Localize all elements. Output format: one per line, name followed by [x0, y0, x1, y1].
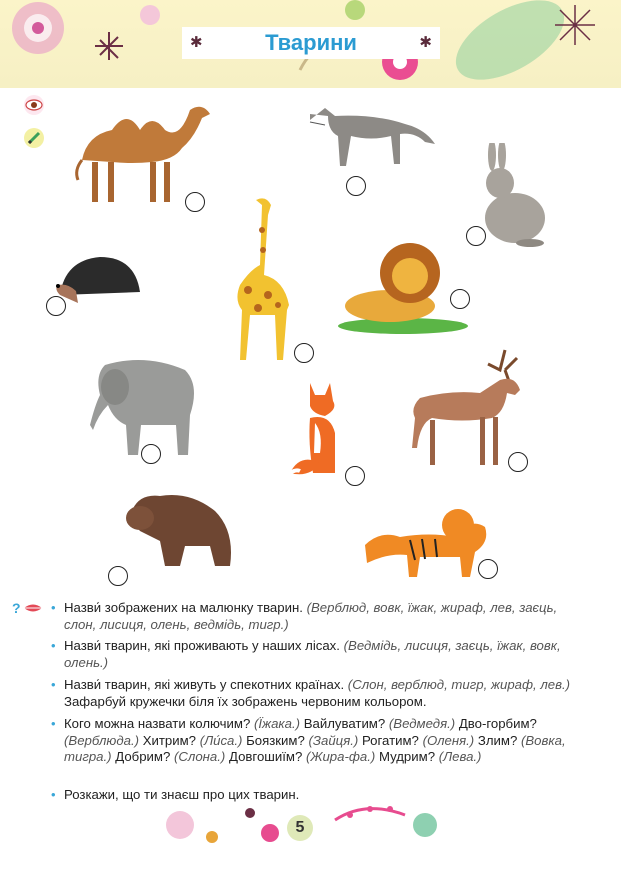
bullet-marker: • — [51, 638, 56, 653]
exercise-task: Розкажи, що ти знаєш про цих тварин. — [64, 787, 300, 802]
bear-image — [110, 488, 240, 583]
exercise-3 — [51, 677, 579, 710]
q4-answer: (Жира-фа.) — [305, 749, 376, 765]
q4-question: Боязким? — [246, 732, 305, 748]
page-title: Тварини — [265, 30, 357, 55]
exercise-task: Назви́ зображених на малюнку тварин. — [64, 600, 303, 615]
q4-answer: (Ведмедя.) — [388, 716, 456, 731]
giraffe-circle[interactable] — [294, 343, 314, 363]
page-number: 5 — [287, 815, 313, 841]
eye-icon — [24, 95, 44, 115]
exercise-hint: (Слон, верблюд, тигр, жираф, лев.) — [347, 677, 571, 692]
q4-answer: (Лева.) — [438, 749, 482, 765]
q4-answer: (Оленя.) — [422, 732, 475, 748]
deer-circle[interactable] — [508, 452, 528, 472]
q4-answer: (Вовка, тигра.) — [64, 732, 566, 765]
title-banner — [182, 27, 440, 59]
elephant-image — [65, 355, 200, 455]
star-icon: ✱ — [419, 34, 432, 51]
q4-answer: (Верблюда.) — [64, 732, 140, 748]
q4-question: Довгошиїм? — [229, 749, 303, 765]
exercise-task: Назви́ тварин, які живуть у спекотних країнах. — [64, 677, 345, 692]
lion-circle[interactable] — [450, 289, 470, 309]
exercise-task: Назви́ тварин, які проживають у наших лісах. — [64, 638, 340, 653]
q4-answer: (Зайця.) — [308, 732, 359, 748]
wolf-image — [300, 100, 440, 180]
bear-circle[interactable] — [108, 566, 128, 586]
q4-question: Хитрим? — [142, 732, 197, 748]
q4-question: Вайлуватим? — [303, 716, 386, 731]
svg-text:?: ? — [12, 600, 21, 616]
fox-circle[interactable] — [345, 466, 365, 486]
bullet-marker: • — [51, 787, 56, 802]
q4-question: Мудрим? — [378, 749, 436, 765]
bullet-marker: • — [51, 716, 56, 731]
elephant-circle[interactable] — [141, 444, 161, 464]
tiger-image — [360, 495, 490, 580]
q4-question: Добрим? — [115, 749, 171, 765]
exercise-after: Зафарбуй кружечки біля їх зображень червоним кольором. — [64, 693, 427, 709]
q4-answer: (Слона.) — [173, 749, 226, 765]
wolf-circle[interactable] — [346, 176, 366, 196]
hedgehog-circle[interactable] — [46, 296, 66, 316]
page-header — [0, 0, 621, 88]
question-speech-icon — [12, 600, 44, 616]
exercise-1 — [51, 600, 579, 633]
q4-question: Рогатим? — [361, 732, 419, 748]
bullet-marker: • — [51, 600, 56, 615]
exercise-hint: (Верблюд, вовк, їжак, жираф, лев, заєць, слон, лисиця, олень, ведмідь, тигр.) — [64, 600, 558, 632]
bullet-marker: • — [51, 677, 56, 692]
exercise-2 — [51, 638, 579, 671]
lion-image — [335, 238, 470, 338]
tiger-circle[interactable] — [478, 559, 498, 579]
q4-question: Злим? — [477, 732, 518, 748]
pencil-icon — [24, 128, 44, 148]
q4-answer: (Ли́са.) — [199, 732, 243, 748]
exercise-4 — [51, 716, 579, 766]
giraffe-image — [218, 190, 303, 365]
star-icon: ✱ — [190, 34, 203, 51]
exercise-hint: (Ведмідь, лисиця, заєць, їжак, вовк, олень.) — [64, 638, 561, 670]
exercise-hint: (Їжака.) — [253, 716, 301, 731]
camel-circle[interactable] — [185, 192, 205, 212]
q4-question: Дво-горбим? — [458, 716, 537, 731]
exercise-task: Кого можна назвати колючим? — [64, 716, 251, 731]
